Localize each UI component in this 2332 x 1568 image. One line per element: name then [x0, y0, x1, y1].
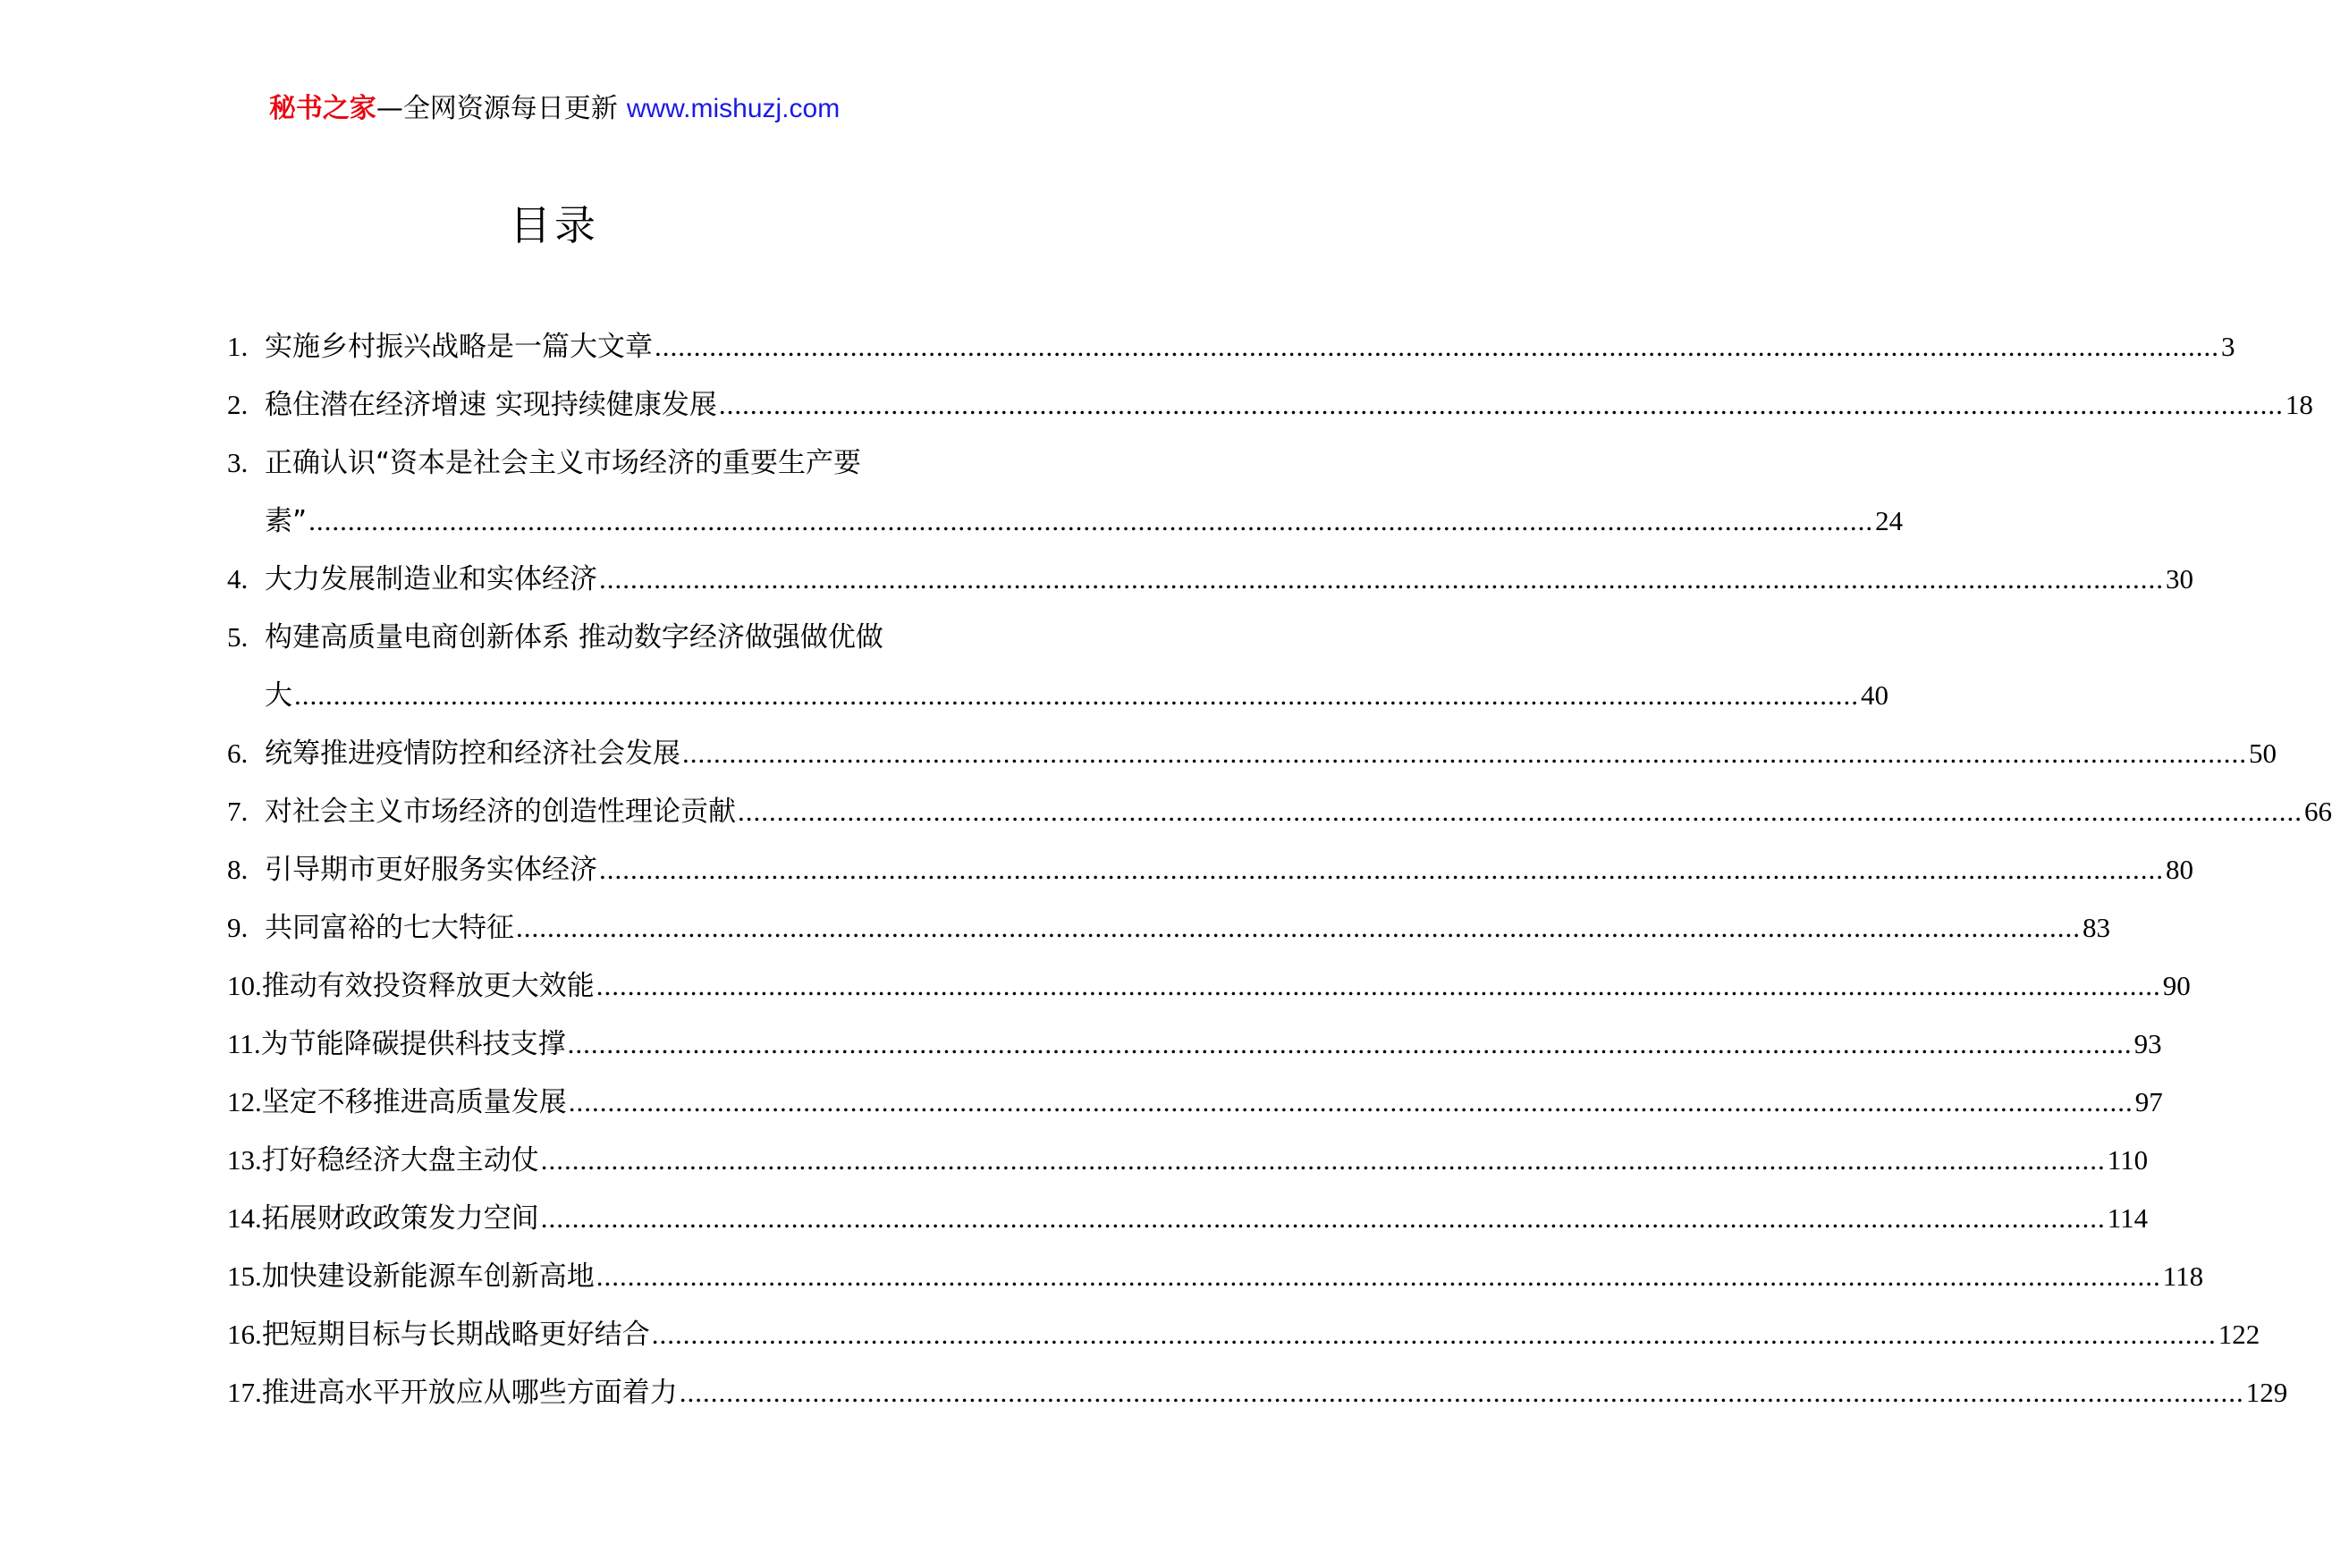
toc-entry-title: 加快建设新能源车创新高地 — [261, 1260, 595, 1293]
toc-entry-title: 引导期市更好服务实体经济 — [265, 854, 597, 886]
toc-entry-number: 6. — [227, 738, 249, 769]
toc-entry-title: 打好稳经济大盘主动仗 — [261, 1144, 539, 1176]
toc-leader-dots: ........................................................................................................................................................................................................ — [655, 331, 2219, 362]
toc-entry-number: 5. — [227, 621, 249, 653]
toc-entry-number: 4. — [227, 563, 249, 594]
toc-entry-title: 正确认识“资本是社会主义市场经济的重要生产要 — [265, 447, 862, 479]
toc-entry-number: 10. — [227, 970, 262, 1001]
toc-entry-title: 推进高水平开放应从哪些方面着力 — [261, 1377, 678, 1409]
table-of-contents — [227, 317, 2332, 1421]
toc-entry-page-number: 30 — [2166, 563, 2193, 594]
toc-entry[interactable] — [227, 434, 1904, 550]
header-tagline: —全网资源每日更新 — [376, 93, 618, 124]
toc-entry[interactable] — [227, 1015, 2162, 1073]
toc-entry-title: 大力发展制造业和实体经济 — [265, 563, 597, 595]
toc-entry-title: 统筹推进疫情防控和经济社会发展 — [265, 738, 680, 770]
toc-entry[interactable] — [227, 550, 2193, 608]
toc-entry-page-number: 97 — [2134, 1086, 2163, 1117]
toc-entry-title: 拓展财政政策发力空间 — [261, 1202, 539, 1235]
toc-entry-title-continued: 大 — [265, 679, 292, 712]
toc-entry-number: 3. — [227, 447, 249, 478]
toc-leader-dots: ........................................................................................................................................................................................................ — [738, 796, 2302, 827]
toc-entry-page-number: 66 — [2304, 796, 2332, 827]
site-url-link[interactable]: www.mishuzj.com — [626, 94, 841, 123]
toc-entry-page-number: 83 — [2083, 912, 2110, 943]
toc-entry-page-number: 129 — [2245, 1377, 2288, 1408]
toc-entry[interactable] — [227, 724, 2277, 782]
toc-leader-dots: ........................................................................................................................................................................................................ — [568, 1086, 2133, 1117]
toc-entry-number: 1. — [227, 331, 249, 362]
toc-entry-title: 构建高质量电商创新体系 推动数字经济做强做优做 — [265, 621, 883, 653]
toc-entry-page-number: 90 — [2162, 970, 2191, 1001]
toc-leader-dots: ........................................................................................................................................................................................................ — [682, 738, 2247, 769]
toc-entry[interactable] — [227, 1363, 2288, 1421]
toc-entry-number: 7. — [227, 796, 249, 827]
toc-leader-dots: ........................................................................................................................................................................................................ — [599, 854, 2164, 885]
toc-entry[interactable] — [227, 957, 2191, 1015]
toc-leader-dots: ........................................................................................................................................................................................................ — [516, 912, 2081, 943]
toc-leader-dots: ........................................................................................................................................................................................................ — [294, 679, 1859, 711]
toc-entry-page-number: 110 — [2107, 1144, 2149, 1176]
toc-entry-number: 17. — [227, 1377, 262, 1408]
toc-leader-dots: ........................................................................................................................................................................................................ — [308, 505, 1874, 536]
toc-leader-dots: ........................................................................................................................................................................................................ — [679, 1377, 2244, 1408]
toc-entry-title: 对社会主义市场经济的创造性理论贡献 — [265, 796, 736, 828]
toc-leader-dots: ........................................................................................................................................................................................................ — [540, 1144, 2106, 1176]
toc-entry-title: 为节能降碳提供科技支撑 — [260, 1028, 566, 1060]
toc-entry-number: 15. — [227, 1260, 262, 1292]
toc-entry-title-continued: 素” — [265, 505, 308, 537]
toc-entry[interactable] — [227, 782, 2332, 840]
toc-entry-page-number: 3 — [2221, 331, 2235, 362]
toc-entry-number: 13. — [227, 1144, 262, 1176]
toc-entry-page-number: 40 — [1861, 679, 1888, 711]
toc-entry-title: 推动有效投资释放更大效能 — [261, 970, 595, 1002]
toc-entry[interactable] — [227, 1305, 2260, 1363]
toc-entry-number: 11. — [227, 1028, 261, 1059]
toc-entry[interactable] — [227, 898, 2110, 957]
toc-entry[interactable] — [227, 375, 2313, 434]
site-header — [0, 89, 1109, 129]
toc-entry-title: 共同富裕的七大特征 — [265, 912, 514, 944]
toc-entry-page-number: 93 — [2133, 1028, 2162, 1059]
toc-entry[interactable] — [227, 317, 2235, 375]
toc-entry-title: 把短期目标与长期战略更好结合 — [261, 1319, 650, 1351]
toc-entry-page-number: 118 — [2162, 1260, 2204, 1292]
toc-leader-dots: ........................................................................................................................................................................................................ — [567, 1028, 2133, 1059]
toc-entry[interactable] — [227, 1073, 2163, 1131]
toc-entry[interactable] — [227, 840, 2193, 898]
toc-leader-dots: ........................................................................................................................................................................................................ — [540, 1202, 2106, 1234]
toc-entry-page-number: 114 — [2107, 1202, 2149, 1234]
toc-entry-page-number: 80 — [2166, 854, 2193, 885]
toc-entry-title: 实施乡村振兴战略是一篇大文章 — [265, 331, 653, 363]
toc-leader-dots: ........................................................................................................................................................................................................ — [599, 563, 2164, 594]
toc-entry-number: 12. — [227, 1086, 262, 1117]
toc-entry-title: 稳住潜在经济增速 实现持续健康发展 — [265, 389, 717, 421]
toc-entry-page-number: 18 — [2285, 389, 2313, 420]
page-title: 目录 — [510, 201, 599, 249]
toc-leader-dots: ........................................................................................................................................................................................................ — [596, 1260, 2161, 1292]
toc-entry-number: 8. — [227, 854, 249, 885]
toc-entry-page-number: 122 — [2218, 1319, 2260, 1350]
toc-entry-title: 坚定不移推进高质量发展 — [261, 1086, 567, 1118]
toc-entry-page-number: 50 — [2249, 738, 2277, 769]
toc-leader-dots: ........................................................................................................................................................................................................ — [718, 389, 2284, 420]
toc-entry[interactable] — [227, 1189, 2149, 1247]
toc-entry[interactable] — [227, 608, 1888, 724]
toc-entry-number: 2. — [227, 389, 249, 420]
toc-entry[interactable] — [227, 1131, 2149, 1189]
toc-entry-page-number: 24 — [1875, 505, 1904, 536]
toc-leader-dots: ........................................................................................................................................................................................................ — [651, 1319, 2217, 1350]
toc-leader-dots: ........................................................................................................................................................................................................ — [596, 970, 2161, 1001]
toc-entry-number: 14. — [227, 1202, 262, 1234]
toc-entry-number: 9. — [227, 912, 249, 943]
brand-name: 秘书之家 — [268, 93, 376, 124]
toc-entry-number: 16. — [227, 1319, 262, 1350]
toc-entry[interactable] — [227, 1247, 2204, 1305]
